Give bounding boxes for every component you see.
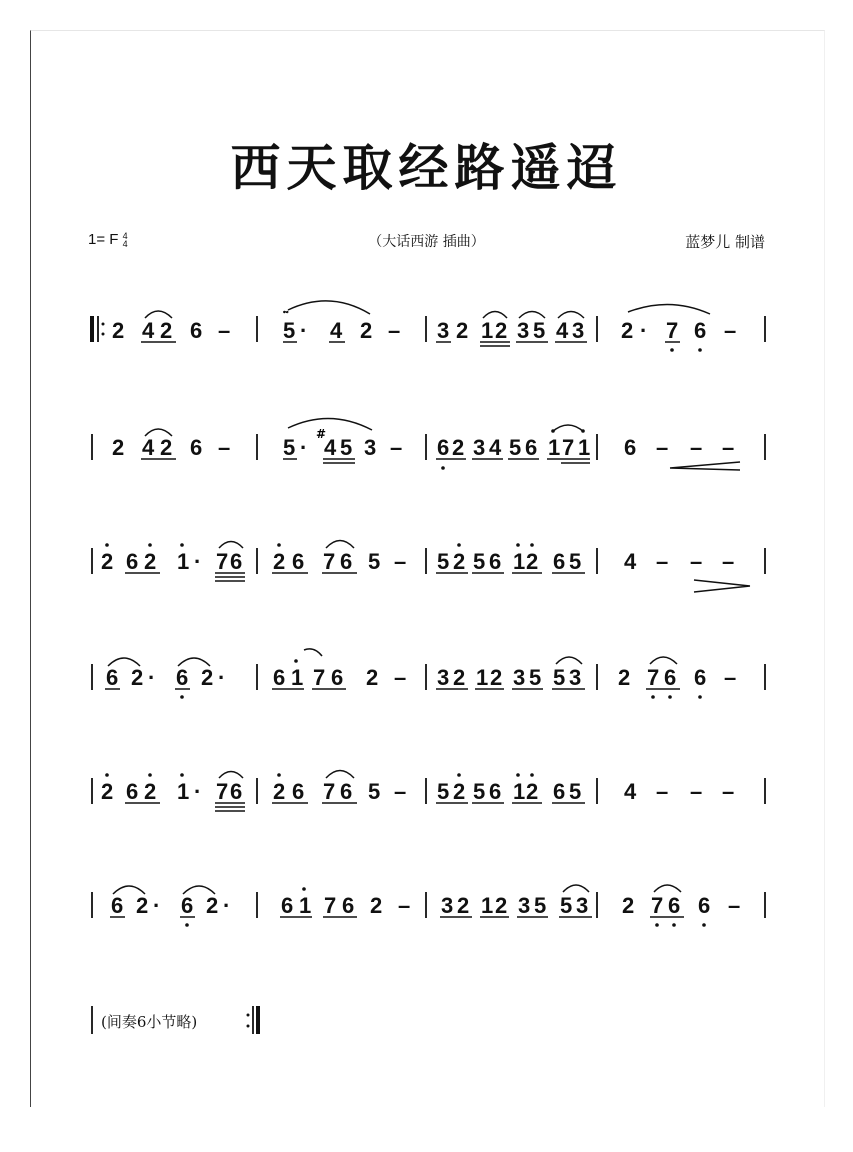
svg-text:5: 5 bbox=[569, 549, 582, 574]
svg-text:4: 4 bbox=[324, 435, 337, 460]
svg-text:6: 6 bbox=[694, 665, 707, 690]
svg-text:7: 7 bbox=[562, 435, 575, 460]
svg-text:2: 2 bbox=[370, 893, 383, 918]
svg-text:3: 3 bbox=[569, 665, 582, 690]
svg-text:2: 2 bbox=[618, 665, 631, 690]
svg-text:1: 1 bbox=[177, 779, 190, 804]
svg-text:7: 7 bbox=[323, 549, 336, 574]
svg-text:–: – bbox=[724, 318, 737, 343]
svg-text:2: 2 bbox=[453, 665, 466, 690]
svg-text:3: 3 bbox=[437, 665, 450, 690]
svg-text:5: 5 bbox=[437, 779, 450, 804]
svg-text:6: 6 bbox=[190, 435, 203, 460]
svg-text:2: 2 bbox=[456, 318, 469, 343]
svg-text:7: 7 bbox=[216, 549, 229, 574]
song-title: 西天取经路遥迢 bbox=[230, 139, 623, 197]
svg-text:·: · bbox=[194, 779, 202, 804]
svg-text:2: 2 bbox=[131, 665, 144, 690]
svg-text:5: 5 bbox=[473, 549, 486, 574]
svg-text:6: 6 bbox=[342, 893, 355, 918]
row-1 bbox=[92, 301, 765, 352]
svg-text:6: 6 bbox=[664, 665, 677, 690]
row-4 bbox=[92, 649, 765, 699]
svg-text:2: 2 bbox=[622, 893, 635, 918]
svg-text:6: 6 bbox=[230, 549, 243, 574]
svg-text:4: 4 bbox=[142, 435, 155, 460]
svg-text:5: 5 bbox=[283, 435, 296, 460]
svg-text:–: – bbox=[218, 435, 231, 460]
svg-text:7: 7 bbox=[647, 665, 660, 690]
svg-text:6: 6 bbox=[694, 318, 707, 343]
row-5 bbox=[92, 771, 765, 812]
svg-text:6: 6 bbox=[489, 779, 502, 804]
svg-text:7: 7 bbox=[666, 318, 679, 343]
svg-text:5: 5 bbox=[534, 893, 547, 918]
svg-text:2: 2 bbox=[101, 779, 114, 804]
svg-text:–: – bbox=[656, 549, 669, 574]
svg-text:2: 2 bbox=[457, 893, 470, 918]
svg-text:1: 1 bbox=[481, 318, 494, 343]
svg-text:2: 2 bbox=[201, 665, 214, 690]
svg-text:6: 6 bbox=[331, 665, 344, 690]
svg-text:7: 7 bbox=[323, 779, 336, 804]
svg-text:–: – bbox=[690, 435, 703, 460]
svg-text:7: 7 bbox=[651, 893, 664, 918]
svg-text:5: 5 bbox=[473, 779, 486, 804]
svg-text:2: 2 bbox=[495, 893, 508, 918]
svg-text:2: 2 bbox=[495, 318, 508, 343]
svg-text:7: 7 bbox=[313, 665, 326, 690]
svg-text:6: 6 bbox=[553, 549, 566, 574]
svg-text:2: 2 bbox=[112, 435, 125, 460]
svg-text:6: 6 bbox=[281, 893, 294, 918]
svg-text:2: 2 bbox=[621, 318, 634, 343]
row-2 bbox=[92, 418, 765, 470]
svg-text:7: 7 bbox=[324, 893, 337, 918]
svg-text:1: 1 bbox=[548, 435, 561, 460]
svg-text:6: 6 bbox=[190, 318, 203, 343]
row-3 bbox=[92, 541, 765, 593]
svg-text:1: 1 bbox=[513, 549, 526, 574]
svg-text:1: 1 bbox=[299, 893, 312, 918]
svg-text:6: 6 bbox=[292, 549, 305, 574]
svg-text:–: – bbox=[690, 779, 703, 804]
svg-text:·: · bbox=[640, 318, 648, 343]
svg-text:–: – bbox=[656, 435, 669, 460]
svg-text:6: 6 bbox=[126, 549, 139, 574]
svg-text:–: – bbox=[394, 549, 407, 574]
svg-text:4: 4 bbox=[556, 318, 569, 343]
arranger: 蓝梦儿 制谱 bbox=[685, 233, 765, 251]
svg-text:5: 5 bbox=[368, 779, 381, 804]
svg-text:2: 2 bbox=[160, 318, 173, 343]
svg-text:2: 2 bbox=[160, 435, 173, 460]
svg-text:6: 6 bbox=[340, 549, 353, 574]
svg-text:2: 2 bbox=[360, 318, 373, 343]
svg-text:7: 7 bbox=[216, 779, 229, 804]
svg-text:6: 6 bbox=[181, 893, 194, 918]
svg-text:2: 2 bbox=[101, 549, 114, 574]
svg-text:6: 6 bbox=[340, 779, 353, 804]
svg-text:1: 1 bbox=[513, 779, 526, 804]
svg-text:3: 3 bbox=[572, 318, 585, 343]
svg-text:2: 2 bbox=[136, 893, 149, 918]
svg-text:6: 6 bbox=[553, 779, 566, 804]
svg-text:5: 5 bbox=[529, 665, 542, 690]
key-label: 1= F bbox=[88, 231, 119, 248]
svg-text:3: 3 bbox=[441, 893, 454, 918]
svg-text:2: 2 bbox=[526, 779, 539, 804]
svg-text:–: – bbox=[690, 549, 703, 574]
svg-text:3: 3 bbox=[364, 435, 377, 460]
svg-text:6: 6 bbox=[106, 665, 119, 690]
svg-text:𝆗: 𝆗 bbox=[283, 306, 289, 317]
svg-text:5: 5 bbox=[340, 435, 353, 460]
svg-text:2: 2 bbox=[453, 779, 466, 804]
svg-text:3: 3 bbox=[437, 318, 450, 343]
svg-text:6: 6 bbox=[111, 893, 124, 918]
svg-text:–: – bbox=[394, 779, 407, 804]
svg-text:3: 3 bbox=[518, 893, 531, 918]
svg-text:–: – bbox=[722, 435, 735, 460]
svg-text:5: 5 bbox=[368, 549, 381, 574]
svg-text:1: 1 bbox=[578, 435, 591, 460]
svg-text:–: – bbox=[388, 318, 401, 343]
svg-text:2: 2 bbox=[526, 549, 539, 574]
svg-text:5: 5 bbox=[560, 893, 573, 918]
svg-text:5: 5 bbox=[533, 318, 546, 343]
svg-text:#: # bbox=[316, 427, 327, 441]
svg-text:·: · bbox=[194, 549, 202, 574]
svg-text:6: 6 bbox=[292, 779, 305, 804]
svg-text:6: 6 bbox=[698, 893, 711, 918]
svg-text:3: 3 bbox=[576, 893, 589, 918]
svg-text:5: 5 bbox=[569, 779, 582, 804]
svg-text:1: 1 bbox=[476, 665, 489, 690]
svg-text:–: – bbox=[722, 779, 735, 804]
svg-text:6: 6 bbox=[668, 893, 681, 918]
svg-text:·: · bbox=[300, 318, 308, 343]
svg-text:4: 4 bbox=[624, 779, 637, 804]
svg-text:2: 2 bbox=[112, 318, 125, 343]
svg-text:6: 6 bbox=[230, 779, 243, 804]
time-signature: 4 4 bbox=[122, 231, 128, 250]
svg-text:–: – bbox=[390, 435, 403, 460]
svg-text:–: – bbox=[218, 318, 231, 343]
svg-text:4: 4 bbox=[624, 549, 637, 574]
svg-text:6: 6 bbox=[437, 435, 450, 460]
svg-text:6: 6 bbox=[273, 665, 286, 690]
svg-text:2: 2 bbox=[366, 665, 379, 690]
svg-text:3: 3 bbox=[517, 318, 530, 343]
svg-text:–: – bbox=[394, 665, 407, 690]
svg-text:2: 2 bbox=[453, 549, 466, 574]
svg-text:1: 1 bbox=[481, 893, 494, 918]
svg-text:3: 3 bbox=[513, 665, 526, 690]
svg-text:–: – bbox=[724, 665, 737, 690]
svg-text:·: · bbox=[223, 893, 231, 918]
svg-text:4: 4 bbox=[330, 318, 343, 343]
svg-text:·: · bbox=[300, 435, 308, 460]
svg-text:5: 5 bbox=[553, 665, 566, 690]
svg-text:1: 1 bbox=[177, 549, 190, 574]
svg-text:5: 5 bbox=[283, 318, 296, 343]
svg-text:2: 2 bbox=[144, 779, 157, 804]
subtitle: （大话西游 插曲） bbox=[368, 234, 485, 250]
svg-text:–: – bbox=[656, 779, 669, 804]
svg-text:1: 1 bbox=[291, 665, 304, 690]
svg-text:6: 6 bbox=[525, 435, 538, 460]
svg-text:·: · bbox=[153, 893, 161, 918]
svg-text:6: 6 bbox=[624, 435, 637, 460]
svg-text:3: 3 bbox=[473, 435, 486, 460]
svg-text:4: 4 bbox=[489, 435, 502, 460]
svg-text:2: 2 bbox=[273, 779, 286, 804]
svg-text:2: 2 bbox=[452, 435, 465, 460]
svg-text:6: 6 bbox=[126, 779, 139, 804]
svg-text:2: 2 bbox=[144, 549, 157, 574]
svg-text:4: 4 bbox=[142, 318, 155, 343]
row-6 bbox=[92, 885, 765, 927]
svg-text:·: · bbox=[218, 665, 226, 690]
svg-text:–: – bbox=[722, 549, 735, 574]
svg-text:–: – bbox=[728, 893, 741, 918]
svg-text:6: 6 bbox=[489, 549, 502, 574]
svg-text:2: 2 bbox=[206, 893, 219, 918]
svg-text:5: 5 bbox=[437, 549, 450, 574]
svg-text:2: 2 bbox=[490, 665, 503, 690]
svg-text:·: · bbox=[148, 665, 156, 690]
svg-text:–: – bbox=[398, 893, 411, 918]
svg-text:2: 2 bbox=[273, 549, 286, 574]
interlude-text: (间奏6小节略) bbox=[101, 1013, 198, 1031]
svg-text:6: 6 bbox=[176, 665, 189, 690]
svg-text:5: 5 bbox=[509, 435, 522, 460]
